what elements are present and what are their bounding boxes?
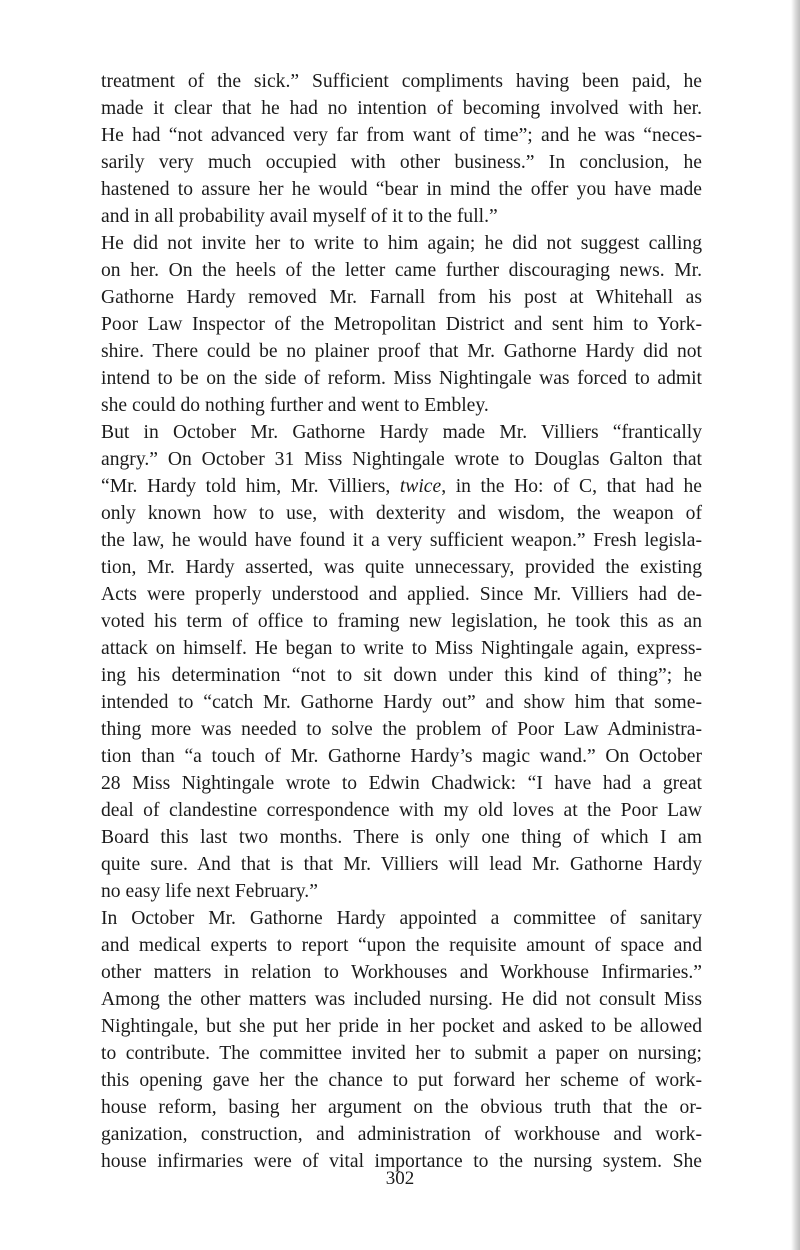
text-line: Nightingale, but she put her pride in her pocket and asked to be allowed (101, 1016, 702, 1037)
text-line: Poor Law Inspector of the Metropolitan District and sent him to York- (101, 314, 702, 335)
text-line: In October Mr. Gathorne Hardy appointed a committee of sanitary (101, 908, 702, 929)
page-edge-shadow (791, 0, 800, 1250)
text-line: thing more was needed to solve the problem of Poor Law Administra- (101, 719, 702, 740)
text-line: she could do nothing further and went to Embley. (101, 395, 489, 416)
page-number: 302 (385, 1168, 415, 1189)
text-line: intend to be on the side of reform. Miss Nightingale was forced to admit (101, 368, 702, 389)
text-line: 28 Miss Nightingale wrote to Edwin Chadwick: “I have had a great (101, 773, 702, 794)
text-line: ing his determination “not to sit down under this kind of thing”; he (101, 665, 702, 686)
text-line: Among the other matters was included nursing. He did not consult Miss (101, 989, 702, 1010)
text-line: But in October Mr. Gathorne Hardy made Mr. Villiers “frantically (101, 422, 702, 443)
text-line: tion than “a touch of Mr. Gathorne Hardy’s magic wand.” On October (101, 746, 702, 767)
text-line: voted his term of office to framing new legislation, he took this as an (101, 611, 702, 632)
text-line: treatment of the sick.” Sufficient compliments having been paid, he (101, 71, 702, 92)
text-line: only known how to use, with dexterity and wisdom, the weapon of (101, 503, 702, 524)
text-line: to contribute. The committee invited her to submit a paper on nursing; (101, 1043, 702, 1064)
text-line: “Mr. Hardy told him, Mr. Villiers, twice, in the Ho: of C, that had he (101, 476, 702, 497)
text-line: house reform, basing her argument on the obvious truth that the or- (101, 1097, 702, 1118)
text-line: other matters in relation to Workhouses and Workhouse Infirmaries.” (101, 962, 702, 983)
text-line: the law, he would have found it a very sufficient weapon.” Fresh legisla- (101, 530, 702, 551)
text-line: this opening gave her the chance to put forward her scheme of work- (101, 1070, 702, 1091)
text-line: hastened to assure her he would “bear in mind the offer you have made (101, 179, 702, 200)
text-line: no easy life next February.” (101, 881, 318, 902)
text-line: He had “not advanced very far from want of time”; and he was “neces- (101, 125, 702, 146)
text-line: on her. On the heels of the letter came further discouraging news. Mr. (101, 260, 702, 281)
text-line: He did not invite her to write to him again; he did not suggest calling (101, 233, 702, 254)
text-line: and medical experts to report “upon the requisite amount of space and (101, 935, 702, 956)
body-text (101, 68, 702, 1175)
text-line: Board this last two months. There is only one thing of which I am (101, 827, 702, 848)
text-line: Acts were properly understood and applied. Since Mr. Villiers had de- (101, 584, 702, 605)
text-line: tion, Mr. Hardy asserted, was quite unnecessary, provided the existing (101, 557, 702, 578)
text-line: shire. There could be no plainer proof that Mr. Gathorne Hardy did not (101, 341, 702, 362)
text-line: and in all probability avail myself of it to the full.” (101, 206, 498, 227)
text-line: quite sure. And that is that Mr. Villiers will lead Mr. Gathorne Hardy (101, 854, 702, 875)
text-line: angry.” On October 31 Miss Nightingale wrote to Douglas Galton that (101, 449, 702, 470)
text-line: attack on himself. He began to write to Miss Nightingale again, express- (101, 638, 702, 659)
text-line: ganization, construction, and administration of workhouse and work- (101, 1124, 702, 1145)
text-line: house infirmaries were of vital importance to the nursing system. She (101, 1151, 702, 1172)
text-line: intended to “catch Mr. Gathorne Hardy out” and show him that some- (101, 692, 702, 713)
text-line: sarily very much occupied with other business.” In conclusion, he (101, 152, 702, 173)
text-line: Gathorne Hardy removed Mr. Farnall from his post at Whitehall as (101, 287, 702, 308)
emphasis: twice (399, 476, 442, 497)
text-line: made it clear that he had no intention of becoming involved with her. (101, 98, 702, 119)
text-line: deal of clandestine correspondence with my old loves at the Poor Law (101, 800, 702, 821)
